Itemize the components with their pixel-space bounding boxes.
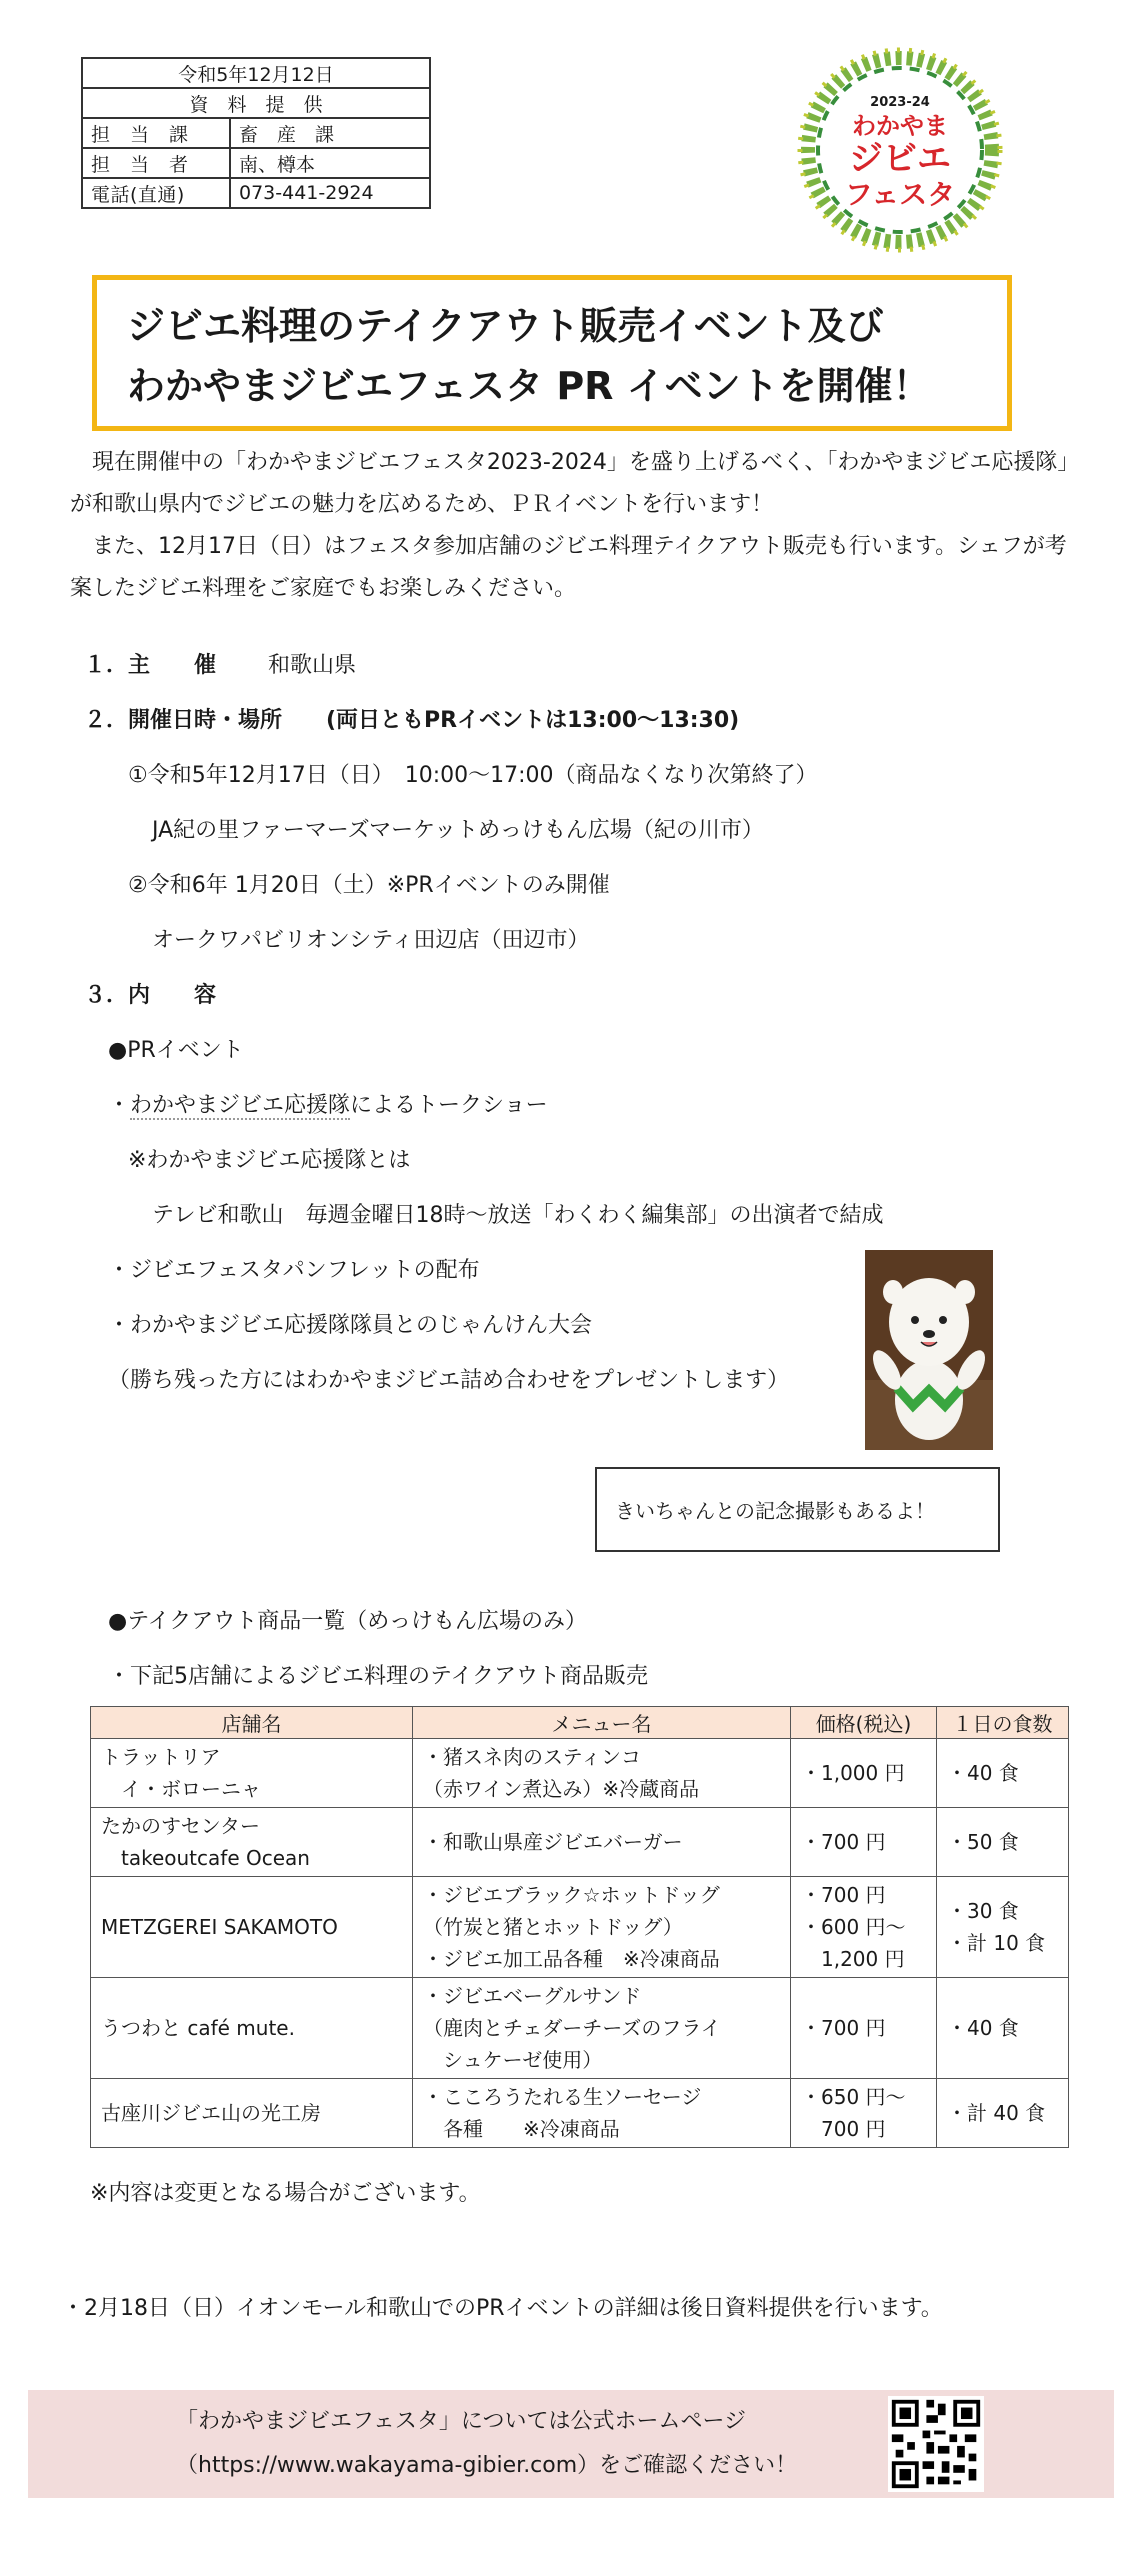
price-cell (791, 1739, 937, 1808)
store-cell (91, 1808, 413, 1877)
menu-cell-line: ・こころうたれる生ソーセージ (423, 2085, 702, 2109)
pamphlet-item: ・ジビエフェスタパンフレットの配布 (108, 1258, 480, 1283)
menu-cell-line: 各種 ※冷凍商品 (423, 2117, 620, 2141)
dept-value: 畜 産 課 (230, 118, 430, 148)
section-1-heading: １．主 催 (84, 653, 217, 678)
price-cell (791, 1877, 937, 1978)
menu-cell-line: シュケーゼ使用） (423, 2048, 603, 2072)
takeout-subtitle: ・下記5店舗によるジビエ料理のテイクアウト商品販売 (108, 1664, 649, 1689)
menu-cell-line: （竹炭と猪とホットドッグ） (423, 1915, 683, 1939)
takeout-title: ●テイクアウト商品一覧（めっけもん広場のみ） (108, 1609, 587, 1634)
store-cell (91, 1877, 413, 1978)
store-cell-line: うつわと café mute. (101, 2016, 295, 2040)
janken-note: （勝ち残った方にはわかやまジビエ詰め合わせをプレゼントします） (108, 1368, 790, 1393)
footer-banner (28, 2390, 1114, 2498)
talk-show-item (108, 1088, 548, 1119)
aeon-event-note: ・2月18日（日）イオンモール和歌山でのPRイベントの詳細は後日資料提供を行います。 (62, 2296, 943, 2321)
info-table (81, 57, 431, 209)
title-line-1: ジビエ料理のテイクアウト販売イベント及び (127, 304, 884, 348)
kii-chan-mascot-photo (865, 1250, 993, 1450)
menu-cell (413, 1808, 791, 1877)
supporters-note-title: ※わかやまジビエ応援隊とは (128, 1148, 411, 1173)
menu-cell (413, 1978, 791, 2079)
logo-year: 2023-24 (870, 95, 930, 110)
menu-cell (413, 1877, 791, 1978)
menu-cell (413, 1739, 791, 1808)
phone-label: 電話(直通) (82, 178, 230, 208)
table-header-row (91, 1707, 1069, 1739)
qr-code-icon[interactable] (888, 2396, 984, 2492)
qty-cell-line: ・50 食 (947, 1830, 1019, 1854)
table-body (91, 1739, 1069, 2148)
takeout-product-table (90, 1706, 1069, 2148)
talk-show-bullet: ・ (108, 1093, 131, 1118)
store-cell-line: たかのすセンター (101, 1814, 260, 1838)
price-cell-line: 1,200 円 (801, 1947, 905, 1971)
menu-cell-line: ・ジビエ加工品各種 ※冷凍商品 (423, 1947, 720, 1971)
title-line-2: わかやまジビエフェスタ PR イベントを開催！ (127, 364, 931, 408)
table-row (91, 2079, 1069, 2148)
store-cell-line: 古座川ジビエ山の光工房 (101, 2101, 321, 2125)
supporters-link-text: わかやまジビエ応援隊 (130, 1093, 351, 1118)
price-cell-line: ・700 円 (801, 1883, 886, 1907)
menu-cell-line: （鹿肉とチェダーチーズのフライ (423, 2016, 721, 2040)
talk-show-text: によるトークショー (350, 1093, 548, 1118)
qty-cell-line: ・40 食 (947, 1761, 1019, 1785)
price-cell-line: ・1,000 円 (801, 1761, 905, 1785)
qty-cell (937, 1877, 1069, 1978)
menu-cell (413, 2079, 791, 2148)
event-1-date: ①令和5年12月17日（日） 10:00～17:00（商品なくなり次第終了） (128, 763, 818, 788)
event-2-place: オークワパビリオンシティ田辺店（田辺市） (152, 928, 590, 953)
price-cell-line: 700 円 (801, 2117, 886, 2141)
section-3-heading: ３．内 容 (84, 983, 217, 1008)
qty-cell-line: ・40 食 (947, 2016, 1019, 2040)
gibier-festa-logo (790, 40, 1010, 260)
menu-cell-line: ・和歌山県産ジビエバーガー (423, 1830, 683, 1854)
header-price: 価格(税込) (791, 1707, 937, 1739)
table-row (91, 1877, 1069, 1978)
menu-cell-line: （赤ワイン煮込み）※冷蔵商品 (423, 1777, 700, 1801)
qty-cell (937, 1739, 1069, 1808)
price-cell (791, 1978, 937, 2079)
header-store: 店舗名 (91, 1707, 413, 1739)
footer-line-1: 「わかやまジビエフェスタ」については公式ホームページ (176, 2409, 747, 2434)
header-menu: メニュー名 (413, 1707, 791, 1739)
janken-item: ・わかやまジビエ応援隊隊員とのじゃんけん大会 (108, 1313, 593, 1338)
menu-cell-line: ・ジビエブラック☆ホットドッグ (423, 1883, 720, 1907)
footer-url-line[interactable]: （https://www.wakayama-gibier.com）をご確認ください！ (176, 2453, 798, 2478)
person-label: 担 当 者 (82, 148, 230, 178)
qty-cell (937, 1808, 1069, 1877)
intro-paragraph-2: また、12月17日（日）はフェスタ参加店舗のジビエ料理テイクアウト販売も行います。シェフが考案したジビエ料理をご家庭でもお楽しみください。 (70, 534, 1067, 601)
store-cell-line: METZGEREI SAKAMOTO (101, 1915, 338, 1939)
table-row (91, 1739, 1069, 1808)
table-row (91, 1978, 1069, 2079)
qty-cell-line: ・計 10 食 (947, 1931, 1046, 1955)
header-qty: １日の食数 (937, 1707, 1069, 1739)
dept-label: 担 当 課 (82, 118, 230, 148)
qty-cell-line: ・計 40 食 (947, 2101, 1046, 2125)
logo-line1: わかやま (852, 112, 948, 140)
logo-line3: フェスタ (844, 178, 956, 211)
store-cell (91, 1739, 413, 1808)
person-value: 南、樽本 (230, 148, 430, 178)
intro-paragraph-1: 現在開催中の「わかやまジビエフェスタ2023-2024」を盛り上げるべく、「わかやまジビエ応援隊」が和歌山県内でジビエの魅力を広めるため、ＰＲイベントを行います！ (70, 450, 1080, 517)
store-cell-line: takeoutcafe Ocean (101, 1846, 310, 1870)
qty-cell-line: ・30 食 (947, 1899, 1019, 1923)
qty-cell (937, 1978, 1069, 2079)
event-2-date: ②令和6年 1月20日（土）※PRイベントのみ開催 (128, 873, 610, 898)
photo-session-callout: きいちゃんとの記念撮影もあるよ！ (595, 1467, 1000, 1552)
store-cell (91, 1978, 413, 2079)
price-cell (791, 2079, 937, 2148)
pr-event-title: ●PRイベント (108, 1038, 244, 1063)
price-cell-line: ・600 円～ (801, 1915, 906, 1939)
intro-text (70, 442, 1080, 610)
store-cell-line: トラットリア (101, 1745, 221, 1769)
qty-cell (937, 2079, 1069, 2148)
event-1-place: JA紀の里ファーマーズマーケットめっけもん広場（紀の川市） (152, 818, 764, 843)
price-cell-line: ・700 円 (801, 1830, 886, 1854)
release-date: 令和5年12月12日 (82, 58, 430, 88)
section-2-heading: ２．開催日時・場所 (両日ともPRイベントは13:00～13:30) (84, 708, 740, 733)
title-box (92, 275, 1012, 431)
price-cell-line: ・650 円～ (801, 2085, 906, 2109)
logo-line2: ジビエ (849, 139, 951, 179)
section-1-value: 和歌山県 (268, 653, 357, 678)
store-cell-line: イ・ボローニャ (101, 1777, 261, 1801)
change-notice: ※内容は変更となる場合がございます。 (90, 2181, 481, 2206)
phone-value: 073-441-2924 (230, 178, 430, 208)
doc-type: 資 料 提 供 (82, 88, 430, 118)
menu-cell-line: ・ジビエベーグルサンド (423, 1984, 642, 2008)
store-cell (91, 2079, 413, 2148)
menu-cell-line: ・猪スネ肉のスティンコ (423, 1745, 641, 1769)
supporters-note-body: テレビ和歌山 毎週金曜日18時～放送「わくわく編集部」の出演者で結成 (152, 1203, 884, 1228)
price-cell (791, 1808, 937, 1877)
price-cell-line: ・700 円 (801, 2016, 886, 2040)
table-row (91, 1808, 1069, 1877)
